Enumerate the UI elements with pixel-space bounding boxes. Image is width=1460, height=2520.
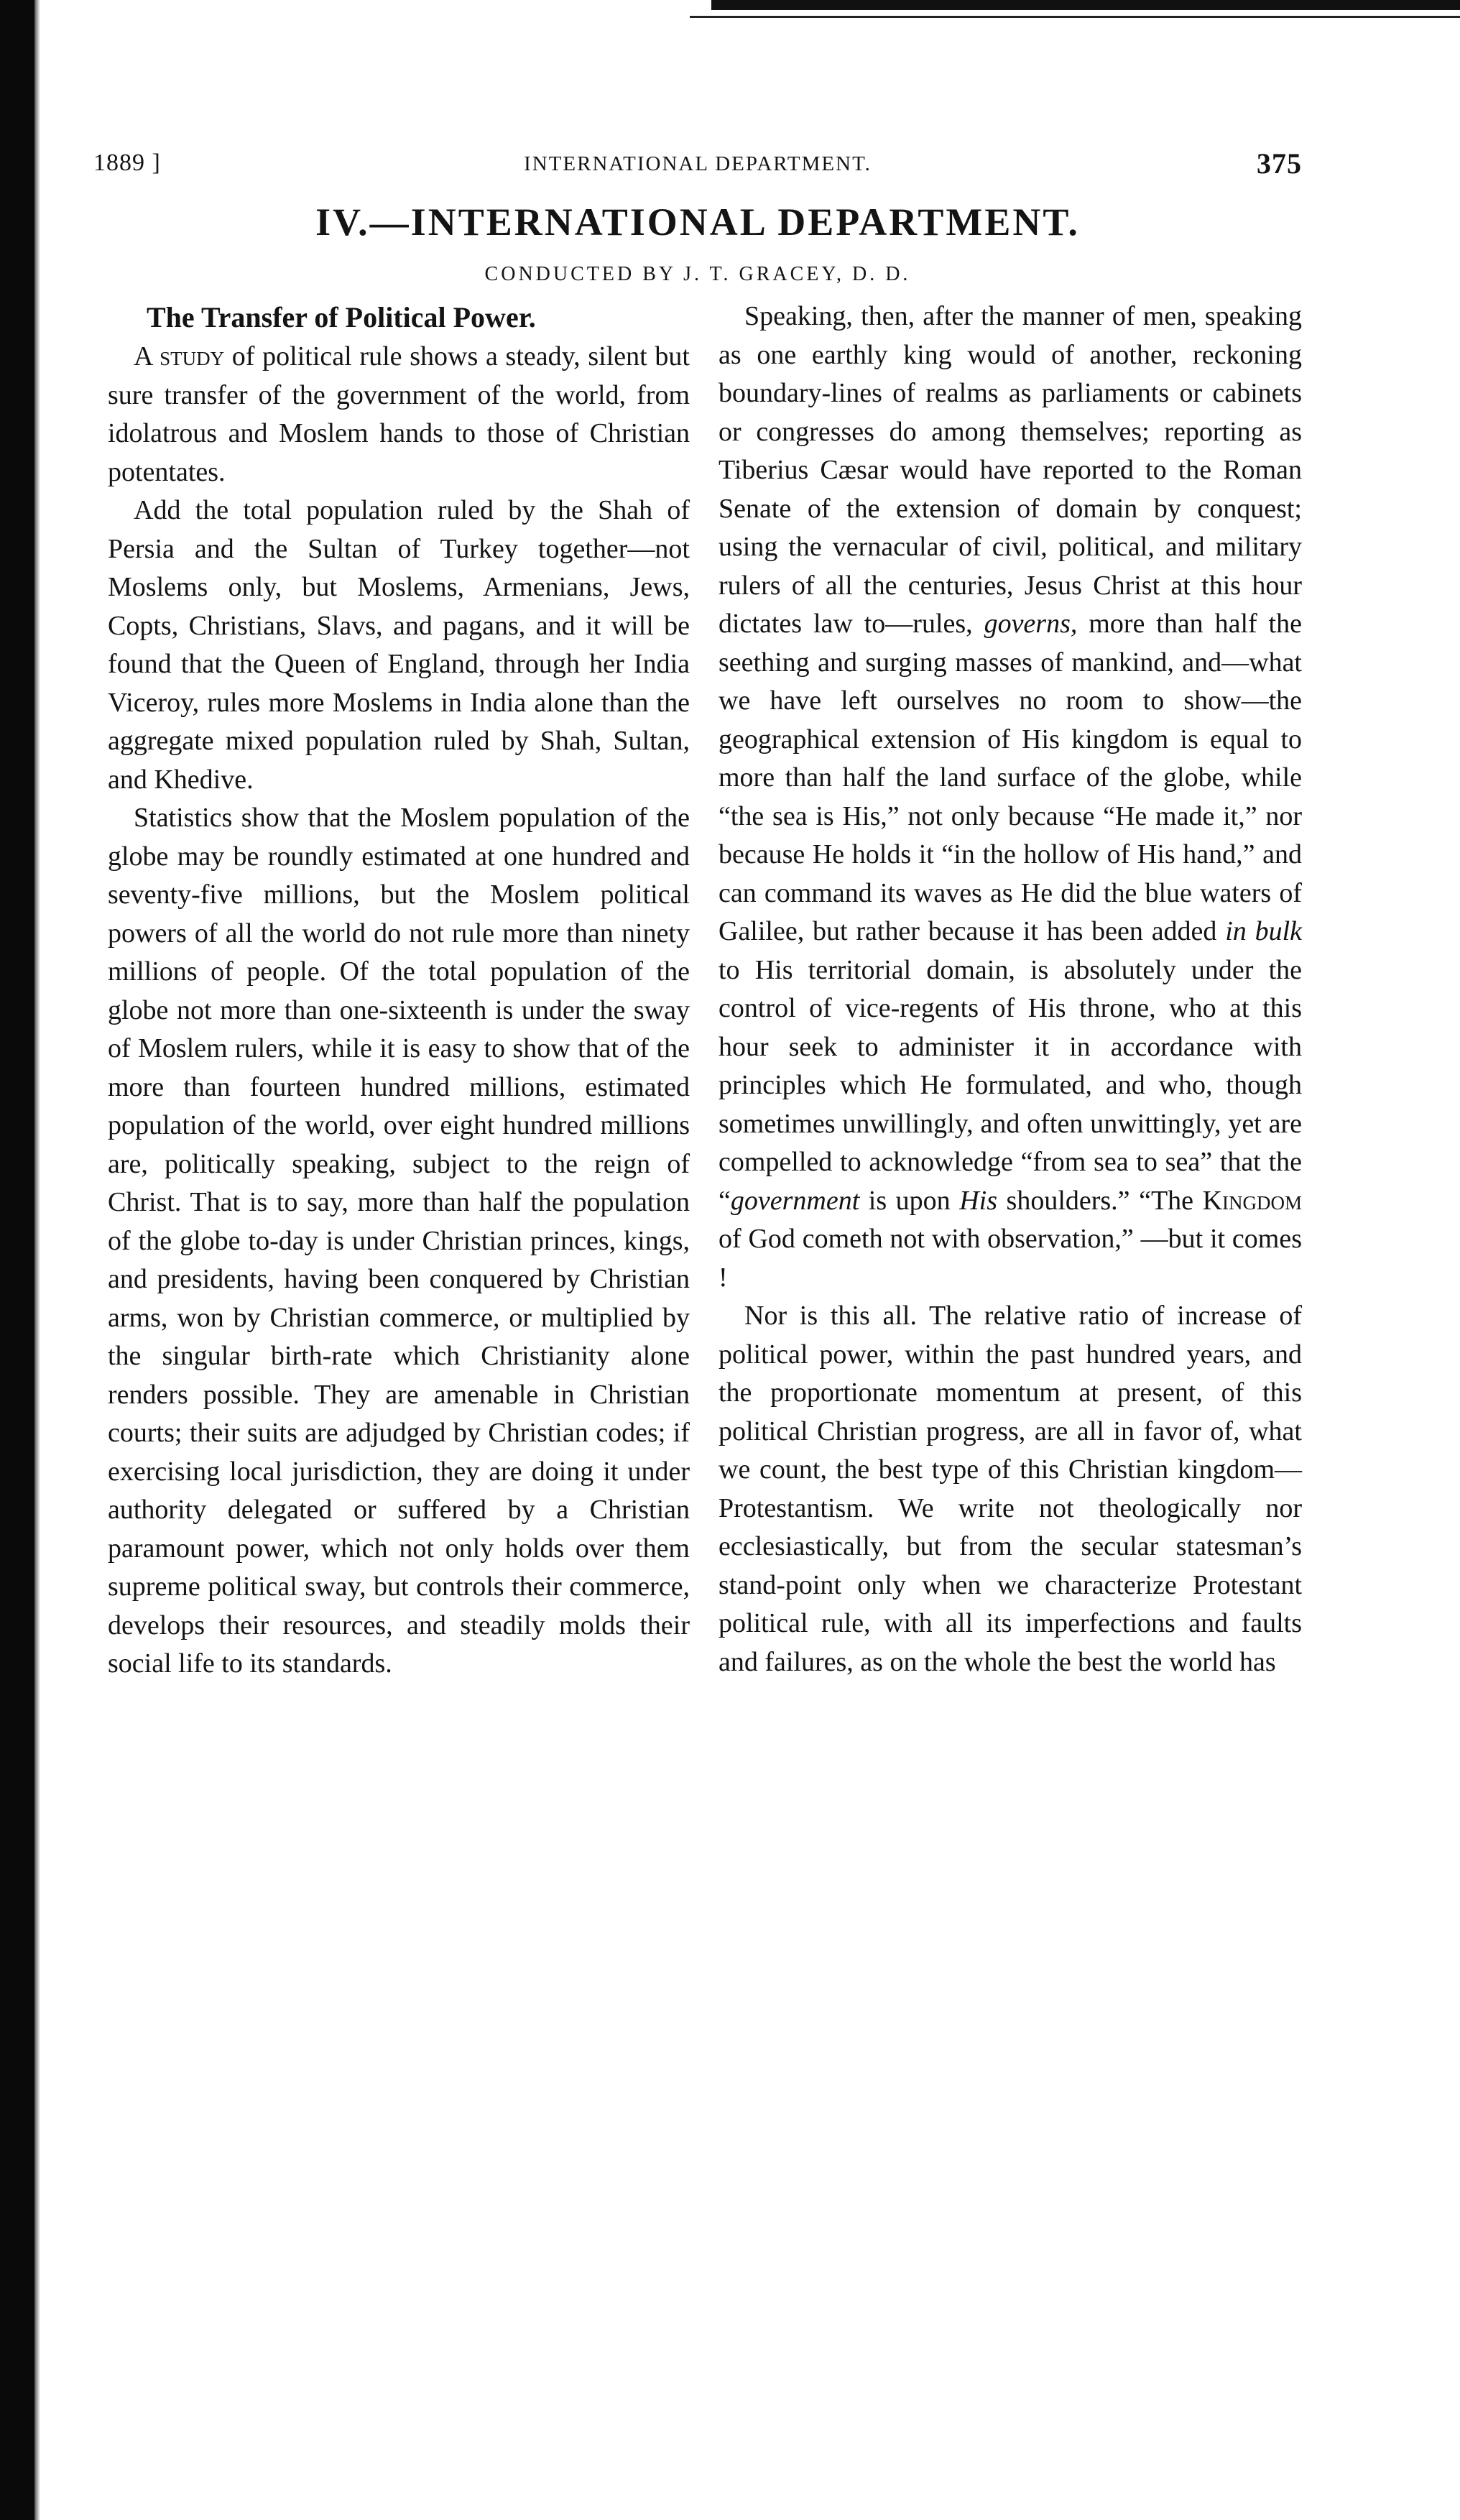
header-year: 1889 ] <box>93 149 161 176</box>
paragraph-4-part-c: to His territorial domain, is absolutely under the control of vice-regents of His throne, who at this hour seek to administer it in accordance with principles which He formulated, and who, though sometimes unwillingly, and often unwittingly, yet are compelled to acknowledge “from sea to sea” that the “ <box>719 954 1302 1216</box>
running-head <box>93 149 1302 184</box>
section-title: IV.—INTERNATIONAL DEPARTMENT. <box>315 200 1080 244</box>
paragraph-4-governs: governs, <box>984 609 1078 639</box>
article-title: The Transfer of Political Power. <box>147 301 536 333</box>
binding-shadow <box>0 0 34 2520</box>
paragraph-1-lead: A study <box>134 341 225 371</box>
paragraph-4-part-e: shoulders.” “The <box>997 1185 1203 1216</box>
paragraph-4-part-b: more than half the seething and surging masses of mankind, and—what we have left ourselves no room to show—the geographical extension of His kingdom is equal to more than half the land surface of the globe, while “the sea is His,” not only because “He made it,” nor because He holds it “in the hollow of His hand,” and can command its waves as He did the blue waters of Galilee, but rather because it has been added <box>719 609 1302 946</box>
paragraph-5: Nor is this all. The relative ratio of increase of political power, within the past hundred years, and the proportionate momentum at present, of this political Christian progress, are all in favor of, what we count, the best type of this Christian kingdom—Protestantism. We write not theologically nor ecclesiastically, but from the secular statesman’s stand-point only when we characterize Protestant political rule, with all its imperfections and faults and failures, as on the whole the best the world has <box>719 1301 1302 1677</box>
right-column <box>719 297 1302 1681</box>
paragraph-4-his: His <box>959 1185 997 1216</box>
paragraph-3: Statistics show that the Moslem population of the globe may be roundly estimated at one hundred and seventy-five millions, but the Moslem political powers of all the world do not rule more than ninety millions of people. Of the total population of the globe not more than one-sixteenth is under the sway of Moslem rulers, while it is easy to show that of the more than fourteen hundred millions, estimated population of the world, over eight hundred millions are, politically speaking, subject to the reign of Christ. That is to say, more than half the population of the globe to-day is under Christian princes, kings, and presidents, having been conquered by Christian arms, won by Christian commerce, or multiplied by the singular birth-rate which Christianity alone renders possible. They are amenable in Christian courts; their suits are adjudged by Christian codes; if exercising local jurisdiction, they are doing it under authority delegated or suffered by a Christian paramount power, which not only holds over them supreme political sway, but controls their commerce, develops their resources, and steadily molds their social life to its standards. <box>108 803 690 1679</box>
paragraph-4-part-a: Speaking, then, after the manner of men, speaking as one earthly king would of another, reckoning boundary-lines of realms as parliaments or cabinets or congresses do among themselves; reporting as Tiberius Cæsar would have reported to the Roman Senate of the extension of domain by conquest; using the vernacular of civil, political, and military rulers of all the centuries, Jesus Christ at this hour dictates law to—rules, <box>719 301 1302 639</box>
binding-edge <box>34 0 40 2520</box>
paragraph-4-in-bulk: in bulk <box>1225 916 1302 946</box>
paragraph-4-part-f: of God cometh not with observation,” —but it comes ! <box>719 1224 1302 1293</box>
top-rule-thin <box>690 16 1460 18</box>
left-column <box>108 297 690 1684</box>
paragraph-4-government: government <box>730 1185 860 1216</box>
paragraph-2: Add the total population ruled by the Shah of Persia and the Sultan of Turkey together—not Moslems only, but Moslems, Armenians, Jews, Copts, Christians, Slavs, and pagans, and it will be found that the Queen of England, through her India Viceroy, rules more Moslems in India alone than the aggregate mixed population ruled by Shah, Sultan, and Khedive. <box>108 495 690 795</box>
page-number: 375 <box>1257 147 1302 180</box>
section-byline: CONDUCTED BY J. T. GRACEY, D. D. <box>484 263 911 285</box>
header-running-title: INTERNATIONAL DEPARTMENT. <box>524 152 872 175</box>
top-rule <box>711 0 1460 10</box>
paragraph-4 <box>719 297 1302 1297</box>
paragraph-1 <box>108 338 690 491</box>
paragraph-1-body: of political rule shows a steady, silent but sure transfer of the government of the world, from idolatrous and Moslem hands to those of Christian potentates. <box>108 341 690 487</box>
paragraph-4-part-d: is upon <box>859 1185 960 1216</box>
paragraph-4-kingdom: Kingdom <box>1202 1185 1302 1216</box>
